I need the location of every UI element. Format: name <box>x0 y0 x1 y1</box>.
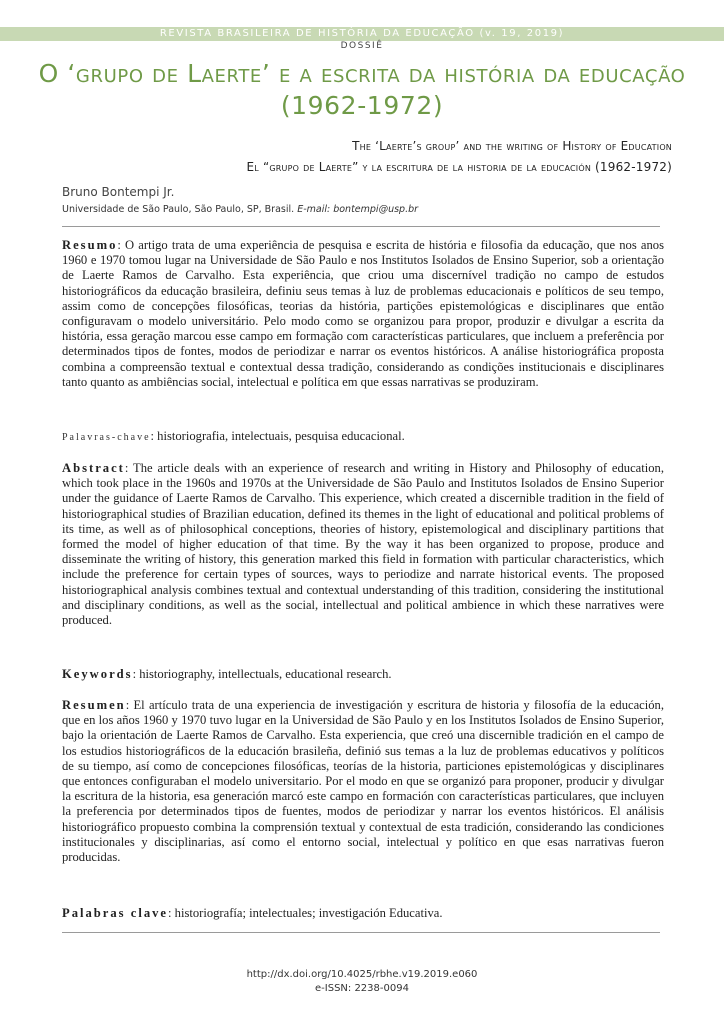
abstract-label: Abstract <box>62 461 125 475</box>
affiliation-text: Universidade de São Paulo, São Paulo, SP, Brasil. <box>62 204 295 215</box>
journal-title: REVISTA BRASILEIRA DE HISTÓRIA DA EDUCAÇÃO (v. 19, 2019) <box>159 28 565 39</box>
subtitle-english: The ‘Laerte’s group’ and the writing of History of Education <box>352 139 672 153</box>
divider-top <box>62 226 660 227</box>
author-affiliation <box>62 204 418 215</box>
palavras-chave-line <box>62 429 664 444</box>
resumen-label: Resumen <box>62 698 126 712</box>
abstract-text: : The article deals with an experience of research and writing in History and Philosophy of education, which took place in the 1960s and 1970s at the Universidade de São Paulo and Institutos Isolados de Ensino Superior under the guidance of Laerte Ramos de Carvalho. This experience, which created a discernible tradition in the field of historiographical studies of Brazilian education, defined its themes in the light of educational and political problems of its time, as well as of philosophical conceptions, theories of history, epistemological and disciplinary partitions that formed the model of higher education of that time. By the way it has been organized to propose, produce and disseminate the writing of history, this generation marked this field in formation with particular characteristics, which include the preference for certain types of sources, ways to periodize and narrate historical events. The proposed historiographical analysis combines textual and contextual understanding of this tradition, considering the institutional and disciplinary conditions, as well as the social, intellectual and political ambience in which these narratives were produced. <box>62 461 664 628</box>
email-address[interactable]: bontempi@usp.br <box>333 204 419 215</box>
article-title: O ‘grupo de Laerte’ e a escrita da história da educação (1962-1972) <box>38 59 686 120</box>
author-name: Bruno Bontempi Jr. <box>62 185 175 199</box>
section-label: DOSSIÊ <box>340 41 384 51</box>
resumo-paragraph <box>62 238 664 390</box>
keywords-label: Keywords <box>62 667 133 681</box>
resumo-text: : O artigo trata de uma experiência de pesquisa e escrita de história e filosofia da educação, que nos anos 1960 e 1970 tomou lugar na Universidade de São Paulo e nos Institutos Isolados de Ensino Superior, sob a orientação de Laerte Ramos de Carvalho. Esta experiência, que criou uma discernível tradição no campo de estudos historiográficos da educação brasileira, definiu seus temas à luz de problemas educacionais e políticos de seu tempo, assim como de concepções filosóficas, teorias da história, partições epistemológicas e disciplinares que então configuravam o modelo universitário. Pelo modo como se organizou para propor, produzir e divulgar a escrita da história, essa geração marcou esse campo em formação com características particulares, que incluem a preferência por determinados tipos de fontes, modos de periodizar e narrar os eventos históricos. A análise historiográfica proposta combina a compreensão textual e contextual dessa tradição, considerando as condições institucionais e disciplinares tanto quanto as ambiências social, intelectual e política em que essas narrativas se produziram. <box>62 238 664 389</box>
subtitle-spanish: El “grupo de Laerte” y la escritura de la historia de la educación (1962-1972) <box>246 160 672 174</box>
issn-label: e-ISSN: 2238-0094 <box>315 983 409 994</box>
divider-bottom <box>62 932 660 933</box>
keywords-line <box>62 667 664 682</box>
palabras-clave-text: : historiografía; intelectuales; investigación Educativa. <box>168 906 443 920</box>
palabras-clave-label: Palabras clave <box>62 906 168 920</box>
resumen-text: : El artículo trata de una experiencia de investigación y escritura de historia y filosofía de la educación, que en los años 1960 y 1970 tuvo lugar en la Universidad de São Paulo y en los Institutos Isolados de Ensino Superior, bajo la orientación de Laerte Ramos de Carvalho. Esta experiencia, que creó una discernible tradición en el campo de los estudios historiográficos de la educación brasileña, definió sus temas a la luz de problemas educativos y políticos de su tiempo, así como de concepciones filosóficas, teorías de la historia, particiones epistemológicas y disciplinares que entonces configuraban el modelo universitario. Por el modo en que se organizó para proponer, producir y divulgar la escritura de la historia, esa generación marcó este campo en formación con características particulares, que incluyen la preferencia por determinados tipos de fuentes, modos de periodizar y narrar los eventos históricos. El análisis historiográfico propuesto combina la comprensión textual y contextual de esta tradición, considerando las condiciones institucionales y disciplinarias, así como el entorno social, intelectual y político en que esas narrativas fueron producidas. <box>62 698 664 865</box>
resumen-paragraph <box>62 698 664 865</box>
email-label: E-mail: <box>297 204 331 215</box>
doi-link[interactable]: http://dx.doi.org/10.4025/rbhe.v19.2019.e060 <box>246 969 478 980</box>
palavras-chave-label: Palavras-chave <box>62 432 151 443</box>
palavras-chave-text: : historiografia, intelectuais, pesquisa educacional. <box>150 429 405 443</box>
palabras-clave-line <box>62 906 664 921</box>
abstract-paragraph <box>62 461 664 628</box>
keywords-text: : historiography, intellectuals, educational research. <box>132 667 392 681</box>
resumo-label: Resumo <box>62 238 118 252</box>
